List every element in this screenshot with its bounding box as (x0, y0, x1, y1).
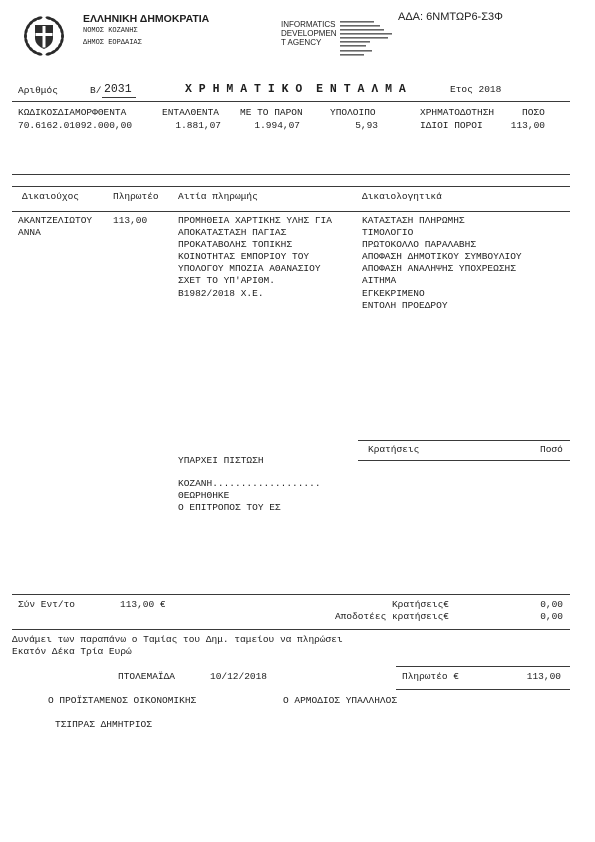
municipality-name: ΔΗΜΟΣ ΕΟΡΔΑΙΑΣ (83, 39, 142, 47)
budget-header-code: ΚΩΔΙΚΟΣΔΙΑΜΟΡΦΘΕΝΤΑ (18, 107, 127, 118)
reason-line: ΠΡΟΚΑΤΑΒΟΛΗΣ ΤΟΠΙΚΗΣ (178, 239, 293, 251)
greek-coat-of-arms-icon (20, 12, 68, 60)
budget-committed: 1.881,07 (175, 120, 221, 131)
issue-date: 10/12/2018 (210, 671, 268, 682)
issue-place: ΠΤΟΛΕΜΑΪΔΑ (118, 671, 176, 682)
number-label: Αριθμός (18, 85, 58, 96)
deductions-top-rule (358, 440, 570, 441)
commissioner-title: Ο ΕΠΙΤΡΟΠΟΣ ΤΟΥ ΕΣ (178, 502, 281, 513)
agency-logo-line: T AGENCY (281, 38, 322, 47)
payable-deductions-label: Αποδοτέες κρατήσεις€ (334, 611, 449, 622)
reason-line: ΠΡΟΜΗΘΕΙΑ ΧΑΡΤΙΚΗΣ ΥΛΗΣ ΓΙΑ (178, 215, 332, 226)
divider (12, 594, 570, 595)
budget-header-remaining: ΥΠΟΛΟΙΠΟ (330, 107, 376, 118)
documents-cell (362, 215, 522, 312)
budget-header-funding: ΧΡΗΜΑΤΟΔΟΤΗΣΗ (420, 107, 495, 118)
agency-logo-microtext (339, 19, 397, 59)
certification-place: ΚΟΖΑΝΗ................... (178, 478, 321, 489)
ada-code: ΑΔΑ: 6ΝΜΤΩΡ6-Σ3Φ (398, 11, 503, 23)
agency-logo-line: DEVELOPMEN (281, 29, 337, 38)
total-value: 113,00 € (120, 599, 166, 610)
table-header-beneficiary: Δικαιούχος (22, 191, 80, 202)
deductions-header: Κρατήσεις (368, 444, 420, 455)
payable-amount: 113,00 (113, 215, 148, 226)
order-number: 2031 (104, 83, 132, 96)
budget-header-committed: ΕΝΤΑΛΘΕΝΤΑ (162, 107, 220, 118)
certified-label: ΘΕΩΡΗΘΗΚΕ (178, 490, 230, 501)
budget-code: 70.6162.01092.000,00 (18, 120, 133, 131)
reason-line: ΥΠΟΛΟΓΟΥ ΜΠΟΖΙΑ ΑΘΑΝΑΣΙΟΥ (178, 263, 321, 275)
payable-deductions-value: 0,00 (540, 611, 563, 622)
document-item: ΚΑΤΑΣΤΑΣΗ ΠΛΗΡΩΜΗΣ (362, 215, 465, 226)
reason-line: ΣΧΕΤ ΤΟ ΥΠ'ΑΡΙΘΜ. (178, 275, 275, 287)
deductions-amount-header: Ποσό (540, 444, 563, 455)
document-item: ΑΠΟΦΑΣΗ ΑΝΑΛΗΨΗΣ ΥΠΟΧΡΕΩΣΗΣ (362, 263, 516, 275)
order-number-underline (102, 97, 136, 98)
reason-cell (178, 215, 332, 300)
table-header-payable: Πληρωτέο (113, 191, 159, 202)
divider (12, 174, 570, 175)
budget-remaining: 5,93 (355, 120, 378, 131)
document-title: Χ Ρ Η Μ Α Τ Ι Κ Ο Ε Ν Τ Α Λ Μ Α (185, 83, 406, 96)
credit-availability: ΥΠΑΡΧΕΙ ΠΙΣΤΩΣΗ (178, 455, 264, 466)
beneficiary-line: ΑΚΑΝΤΖΕΛΙΩΤΟΥ (18, 215, 93, 226)
divider (12, 101, 570, 102)
document-item: ΑΠΟΦΑΣΗ ΔΗΜΟΤΙΚΟΥ ΣΥΜΒΟΥΛΙΟΥ (362, 251, 522, 263)
document-item: ΕΓΚΕΚΡΙΜΕΝΟ (362, 287, 425, 299)
budget-header-amount: ΠΟΣΟ (522, 107, 545, 118)
amount-in-words: Εκατόν Δέκα Τρία Ευρώ (12, 646, 132, 657)
total-label: Σύν Εντ/το (18, 599, 76, 610)
reason-line: ΑΠΟΚΑΤΑΣΤΑΣΗ ΠΑΓΙΑΣ (178, 227, 287, 239)
agency-logo-line: INFORMATICS (281, 20, 336, 29)
payable-box-top-rule (396, 666, 570, 667)
deductions-total-label: Κρατήσεις€ (391, 599, 449, 610)
number-series: Β/ (90, 85, 102, 96)
document-item: ΑΙΤΗΜΑ (362, 275, 397, 287)
deductions-total-value: 0,00 (540, 599, 563, 610)
divider (12, 186, 570, 187)
payable-total-value: 113,00 (526, 671, 561, 682)
document-item: ΠΡΩΤΟΚΟΛΛΟ ΠΑΡΑΛΑΒΗΣ (362, 239, 477, 251)
table-header-documents: Δικαιολογητικά (362, 191, 442, 202)
document-item: ΕΝΤΟΛΗ ΠΡΟΕΔΡΟΥ (362, 299, 448, 311)
document-item: ΤΙΜΟΛΟΓΙΟ (362, 227, 414, 239)
prefecture-name: ΝΟΜΟΣ ΚΟΖΑΝΗΣ (83, 27, 138, 35)
budget-funding: ΙΔΙΟΙ ΠΟΡΟΙ (420, 120, 483, 131)
payable-cell (113, 215, 147, 227)
divider (12, 211, 570, 212)
budget-header-with-this: ΜΕ ΤΟ ΠΑΡΟΝ (240, 107, 303, 118)
reason-line: Β1982/2018 Χ.Ε. (178, 287, 264, 299)
clerk-signatory-title: Ο ΑΡΜΟΔΙΟΣ ΥΠΑΛΛΗΛΟΣ (283, 695, 398, 706)
republic-heading: ΕΛΛΗΝΙΚΗ ΔΗΜΟΚΡΑΤΙΑ (83, 13, 210, 25)
head-signatory-name: ΤΣΙΠΡΑΣ ΔΗΜΗΤΡΙΟΣ (55, 719, 152, 730)
table-header-reason: Αιτία πληρωμής (178, 191, 258, 202)
reason-line: ΚΟΙΝΟΤΗΤΑΣ ΕΜΠΟΡΙΟΥ ΤΟΥ (178, 251, 310, 263)
beneficiary-line: ΑΝΝΑ (18, 227, 41, 239)
payable-box-bottom-rule (396, 689, 570, 690)
beneficiary-cell (18, 215, 92, 239)
payable-total-label: Πληρωτέο € (402, 671, 460, 682)
budget-amount: 113,00 (510, 120, 545, 131)
deductions-bottom-rule (358, 460, 570, 461)
divider (12, 629, 570, 630)
head-signatory-title: Ο ΠΡΟΪΣΤΑΜΕΝΟΣ ΟΙΚΟΝΟΜΙΚΗΣ (48, 695, 197, 706)
budget-with-this: 1.994,07 (254, 120, 300, 131)
authorization-text: Δυνάμει των παραπάνω ο Ταμίας του Δημ. ταμείου να πληρώσει (12, 634, 343, 645)
fiscal-year: Ετος 2018 (450, 84, 502, 95)
